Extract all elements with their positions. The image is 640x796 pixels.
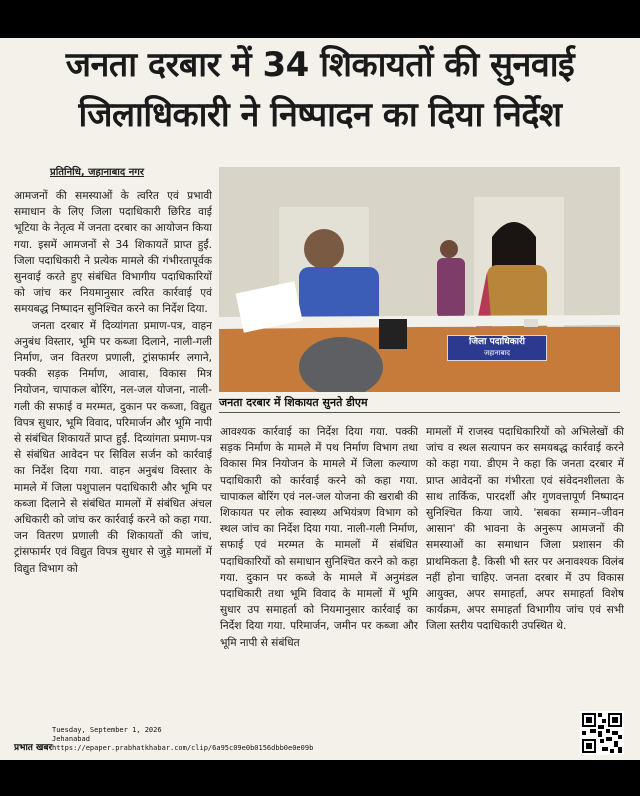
- article-paragraph-2: जनता दरबार में दिव्यांगता प्रमाण-पत्र, वाहन अनुबंध विस्तार, भूमि पर कब्जा दिलाने, नाली-गली निर्माण, जन वितरण प्रणाली, ट्रांसफार्मर लगाने, पक्की सड़क निर्माण, आवास, विकास मित्र नियोजन, चापाकल बोरिंग, नल-जल योजना, नाली-गली की सफाई व मरम्मत, दुकान पर कब्जा, विद्युत विपत्र सुधार, भूमि विवाद, परिमार्जन और भूमि नापी से संबंधित शिकायतें प्राप्त हुईं. दिव्यांगता प्रमाण-पत्र से संबंधित आवेदन पर सिविल सर्जन को कार्रवाई का निर्देश दिया गया. वाहन अनुबंध विस्तार के मामले में जिला पशुपालन पदाधिकारी और भूमि पर कब्जा दिलाने से संबंधित मामलों में संबंधित अंचल अधिकारी को जांच कर कार्रवाई करने को कहा गया. जन वितरण प्रणाली की शिकायतों की जांच, ट्रांसफार्मर एवं विद्युत विपत्र सुधार से जुड़े मामलों में विद्युत विभाग को: [14, 319, 212, 575]
- news-photo: [219, 167, 620, 392]
- nameplate: [447, 335, 547, 361]
- nameplate-line-2: जहानाबाद: [484, 349, 510, 357]
- article-column-1: [14, 188, 212, 736]
- article-paragraph-4: मामलों में राजस्व पदाधिकारियों को अभिलेखों की जांच व स्थल सत्यापन कर समयबद्ध कार्रवाई करने को कहा गया. डीएम ने कहा कि जनता दरबार में प्राप्त आवेदनों का गंभीरता एवं संवेदनशीलता के साथ तार्किक, पारदर्शी और गुणवत्तापूर्ण निष्पादन सुनिश्चित किया जाये. 'सबका सम्मान–जीवन आसान' की भावना के अनुरूप आमजनों की समस्याओं का समाधान जिला प्रशासन की प्राथमिकता है. किसी भी स्तर पर अनावश्यक विलंब नहीं होना चाहिए. जनता दरबार में उप विकास आयुक्त, अपर समाहर्ता, अपर समाहर्ता विशेष कार्यक्रम, अपर समाहर्ता विभागीय जांच एवं सभी जिला स्तरीय पदाधिकारी उपस्थित थे.: [426, 426, 624, 633]
- byline: प्रतिनिधि, जहानाबाद नगर: [50, 167, 144, 178]
- article-paragraph-3: आवश्यक कार्रवाई का निर्देश दिया गया. पक्की सड़क निर्माण के मामले में पथ निर्माण विभाग तथा विकास मित्र नियोजन के मामले में जिला कल्याण पदाधिकारी को कार्रवाई करने को कहा गया. चापाकल बोरिंग एवं नल-जल योजना की खराबी की शिकायत पर लोक स्वास्थ्य अभियंत्रण विभाग को स्थल जांच का निर्देश दिया गया. नाली-गली निर्माण, सफाई एवं मरम्मत के मामलों में संबंधित पदाधिकारियों को समाधान सुनिश्चित करने को कहा गया. दुकान पर कब्जे के मामले में अनुमंडल पदाधिकारी तथा भूमि विवाद के मामलों में भूमि सुधार उप समाहर्ता को नियमानुसार कार्रवाई का निर्देश दिया गया. परिमार्जन, जमीन पर कब्जा और भूमि नापी से संबंधित: [220, 426, 418, 649]
- article-paragraph-1: आमजनों की समस्याओं के त्वरित एवं प्रभावी समाधान के लिए जिला पदाधिकारी छिरिड वाई भूटिया के नेतृत्व में जनता दरबार का आयोजन किया गया. इसमें आमजनों से 34 शिकायतें प्राप्त हुईं. जिला पदाधिकारी ने प्रत्येक मामले की गंभीरतापूर्वक सुनवाई करते हुए संबंधित विभागीय पदाधिकारियों को जांच कर नियमानुसार त्वरित कार्रवाई एवं समयबद्ध निष्पादन सुनिश्चित करने का निर्देश दिया.: [14, 190, 212, 316]
- headline-line-1: जनता दरबार में 34 शिकायतों की सुनवाई: [65, 45, 575, 85]
- newspaper-clipping: [0, 38, 640, 760]
- headline-line-2: जिलाधिकारी ने निष्पादन का दिया निर्देश: [78, 95, 562, 135]
- caption-divider: [219, 412, 620, 413]
- publisher-logo: प्रभात खबर: [14, 743, 53, 753]
- photo-caption: जनता दरबार में शिकायत सुनते डीएम: [219, 396, 368, 409]
- article-column-3: [426, 424, 624, 736]
- qr-code-icon[interactable]: [580, 711, 624, 755]
- article-column-2: [220, 424, 418, 736]
- clip-place: Jehanabad: [52, 735, 90, 743]
- photo-illustration: [219, 167, 620, 392]
- clip-footer: [14, 726, 574, 758]
- nameplate-line-1: जिला पदाधिकारी: [469, 337, 525, 347]
- clip-date: Tuesday, September 1, 2026: [52, 726, 162, 734]
- clip-url[interactable]: https://epaper.prabhatkhabar.com/clip/6a95c09e0b0156dbb0e0e09b: [52, 744, 314, 752]
